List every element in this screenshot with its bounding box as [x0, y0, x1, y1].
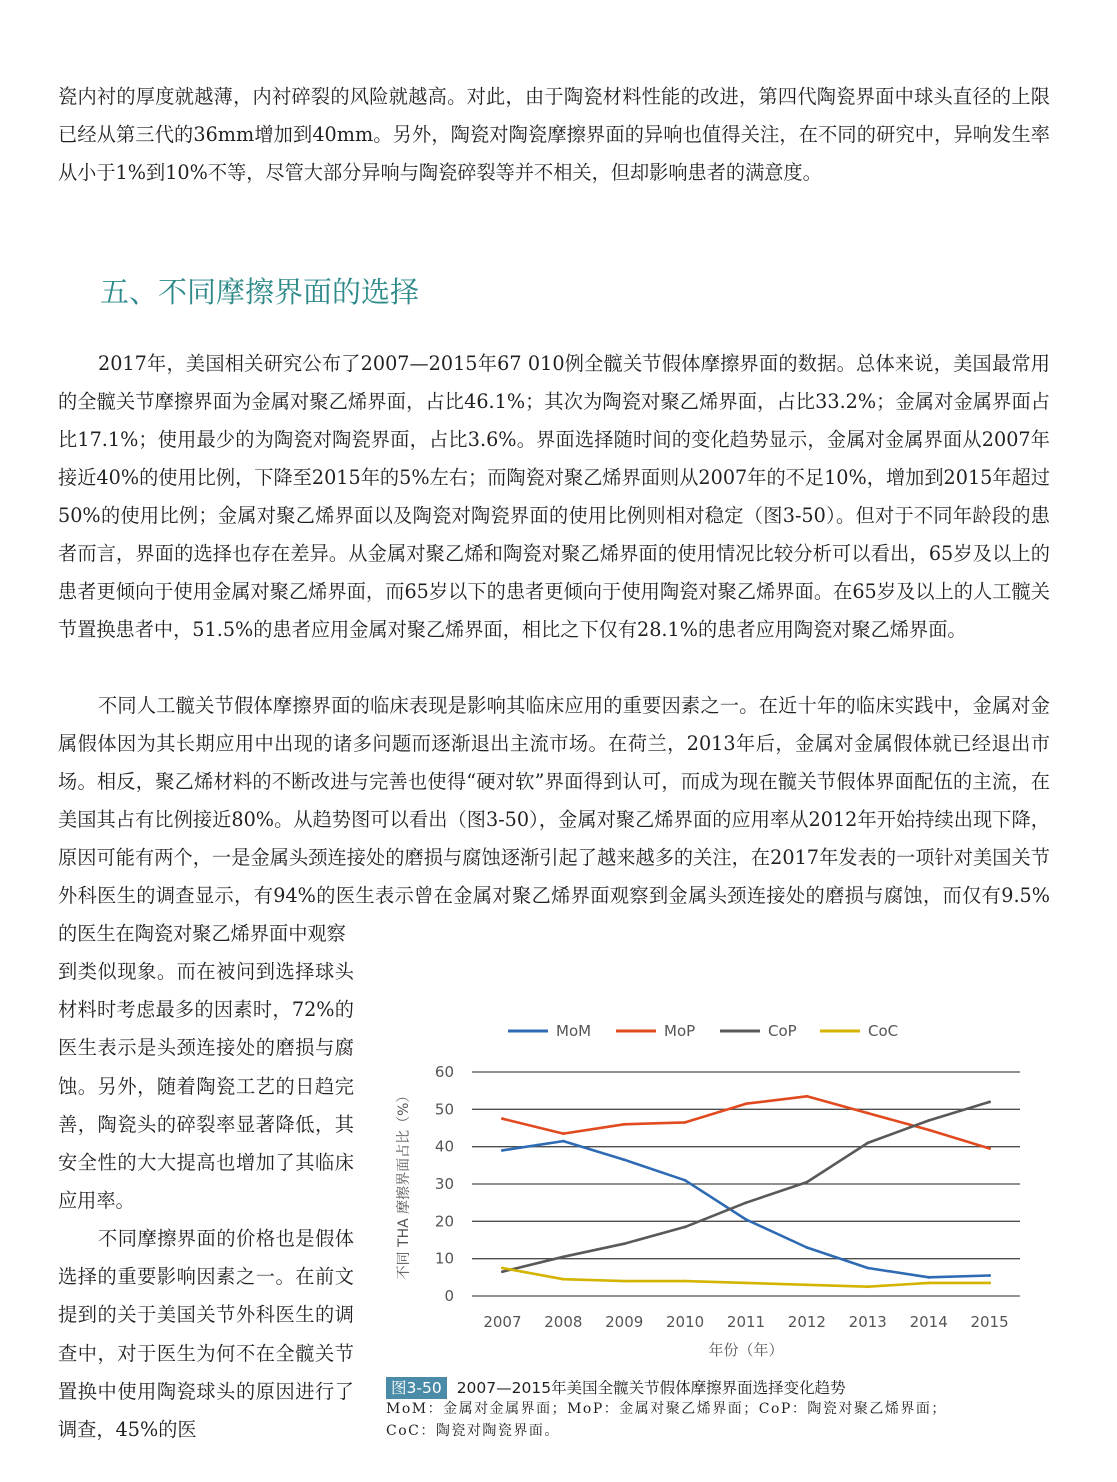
figure-note-line: MoM：金属对金属界面；MoP：金属对聚乙烯界面；CoP：陶瓷对聚乙烯界面；	[386, 1401, 947, 1417]
data-point-mom	[684, 1179, 687, 1182]
data-point-mop	[866, 1112, 869, 1115]
legend-label: CoC	[868, 1022, 899, 1040]
x-tick-label: 2011	[726, 1313, 766, 1331]
x-tick-label: 2009	[605, 1313, 644, 1331]
data-point-cop	[805, 1181, 808, 1184]
data-point-mop	[927, 1128, 930, 1131]
data-point-cop	[623, 1242, 626, 1245]
y-tick-label: 10	[434, 1249, 454, 1268]
data-point-coc	[745, 1282, 748, 1285]
x-tick-label: 2008	[544, 1313, 583, 1331]
line-chart	[384, 1008, 1044, 1364]
x-tick-label: 2014	[909, 1313, 948, 1331]
data-point-mom	[562, 1140, 565, 1143]
data-point-mop	[988, 1147, 991, 1150]
legend-label: CoP	[768, 1022, 797, 1040]
x-tick-label: 2013	[848, 1313, 887, 1331]
data-point-cop	[684, 1226, 687, 1229]
data-point-mom	[866, 1267, 869, 1270]
x-tick-label: 2007	[483, 1313, 522, 1331]
y-axis-title: 不同 THA 摩擦界面占比（%）	[396, 1088, 412, 1280]
data-point-cop	[745, 1201, 748, 1204]
data-point-coc	[805, 1283, 808, 1286]
x-axis-title: 年份（年）	[708, 1341, 784, 1359]
data-point-cop	[562, 1255, 565, 1258]
legend-label: MoP	[664, 1022, 696, 1040]
data-point-mom	[745, 1218, 748, 1221]
y-tick-label: 60	[434, 1063, 454, 1081]
data-point-mop	[623, 1123, 626, 1126]
data-point-coc	[623, 1280, 626, 1283]
data-point-mop	[501, 1117, 504, 1120]
data-point-coc	[562, 1278, 565, 1281]
data-point-mom	[623, 1158, 626, 1161]
x-tick-label: 2015	[970, 1313, 1009, 1331]
y-tick-label: 20	[434, 1212, 454, 1231]
data-point-mop	[805, 1095, 808, 1098]
paragraph-clinical-performance: 不同人工髋关节假体摩擦界面的临床表现是影响其临床应用的重要因素之一。在近十年的临床实践中，金属对金属假体因为其长期应用中出现的诸多问题而逐渐退出主流市场。在荷兰，2013年后，金属对金属假体就已经退出市场。相反，聚乙烯材料的不断改进与完善也使得“硬对软”界面得到认可，而成为现在髋关节假体界面配伍的主流，在美国其占有比例接近80%。从趋势图可以看出（图3-50），金属对聚乙烯界面的应用率从2012年开始持续出现下降，原因可能有两个，一是金属头颈连接处的磨损与腐蚀逐渐引起了越来越多的关注，在2017年发表的一项针对美国关节外科医生的调查显示，有94%的医生表示曾在金属对聚乙烯界面观察到金属头颈连接处的磨损与腐蚀，而仅有9.5%的医生在陶瓷对聚乙烯界面中观察	[58, 694, 1050, 945]
figure-caption-text: 2007—2015年美国全髋关节假体摩擦界面选择变化趋势	[456, 1379, 846, 1397]
figure-caption	[386, 1376, 1046, 1399]
y-tick-label: 0	[444, 1287, 454, 1305]
data-point-mom	[988, 1274, 991, 1277]
y-tick-label: 30	[434, 1175, 454, 1193]
data-point-cop	[927, 1119, 930, 1122]
x-tick-label: 2010	[666, 1313, 705, 1331]
data-point-cop	[988, 1100, 991, 1103]
figure-tag: 图3-50	[386, 1377, 447, 1399]
paragraph-intro: 瓷内衬的厚度就越薄，内衬碎裂的风险就越高。对此，由于陶瓷材料性能的改进，第四代陶瓷界面中球头直径的上限已经从第三代的36mm增加到40mm。另外，陶瓷对陶瓷摩擦界面的异响也值得关注，在不同的研究中，异响发生率从小于1%到10%不等，尽管大部分异响与陶瓷碎裂等并不相关，但却影响患者的满意度。	[58, 85, 1050, 184]
paragraph-usage-data: 2017年，美国相关研究公布了2007—2015年67 010例全髋关节假体摩擦界面的数据。总体来说，美国最常用的全髋关节摩擦界面为金属对聚乙烯界面，占比46.1%；其次为陶瓷对聚乙烯界面，占比33.2%；金属对金属界面占比17.1%；使用最少的为陶瓷对陶瓷界面，占比3.6%。界面选择随时间的变化趋势显示，金属对金属界面从2007年接近40%的使用比例，下降至2015年的5%左右；而陶瓷对聚乙烯界面则从2007年的不足10%，增加到2015年超过50%的使用比例；金属对聚乙烯界面以及陶瓷对陶瓷界面的使用比例则相对稳定（图3-50）。但对于不同年龄段的患者而言，界面的选择也存在差异。从金属对聚乙烯和陶瓷对聚乙烯界面的使用情况比较分析可以看出，65岁及以上的患者更倾向于使用金属对聚乙烯界面，而65岁以下的患者更倾向于使用陶瓷对聚乙烯界面。在65岁及以上的人工髋关节置换患者中，51.5%的患者应用金属对聚乙烯界面，相比之下仅有28.1%的患者应用陶瓷对聚乙烯界面。	[58, 352, 1050, 641]
data-point-cop	[866, 1142, 869, 1145]
data-point-coc	[684, 1280, 687, 1283]
data-point-coc	[988, 1282, 991, 1285]
legend-label: MoM	[556, 1022, 592, 1040]
paragraph-price: 不同摩擦界面的价格也是假体选择的重要影响因素之一。在前文提到的关于美国关节外科医生的调查中，对于医生为何不在全髋关节置换中使用陶瓷球头的原因进行了调查，45%的医	[58, 1227, 354, 1442]
data-point-mom	[501, 1149, 504, 1152]
chart-svg	[384, 1008, 1044, 1364]
figure-note	[386, 1398, 1046, 1442]
x-tick-label: 2012	[787, 1313, 826, 1331]
data-point-coc	[501, 1267, 504, 1270]
data-point-mop	[684, 1121, 687, 1124]
y-tick-label: 50	[434, 1100, 454, 1119]
data-point-coc	[927, 1282, 930, 1285]
y-tick-label: 40	[434, 1137, 454, 1156]
data-point-coc	[866, 1285, 869, 1288]
data-point-mom	[927, 1276, 930, 1279]
series-line-mom	[502, 1141, 989, 1277]
data-point-mom	[805, 1246, 808, 1249]
data-point-mop	[745, 1102, 748, 1105]
figure-note-line: CoC：陶瓷对陶瓷界面。	[386, 1423, 560, 1439]
paragraph-clinical-performance-continued: 到类似现象。而在被问到选择球头材料时考虑最多的因素时，72%的医生表示是头颈连接处的磨损与腐蚀。另外，随着陶瓷工艺的日趋完善，陶瓷头的碎裂率显著降低，其安全性的大大提高也增加了其临床应用率。	[58, 960, 354, 1213]
section-title: 五、不同摩擦界面的选择	[100, 275, 420, 309]
data-point-cop	[501, 1270, 504, 1273]
data-point-mop	[562, 1132, 565, 1135]
